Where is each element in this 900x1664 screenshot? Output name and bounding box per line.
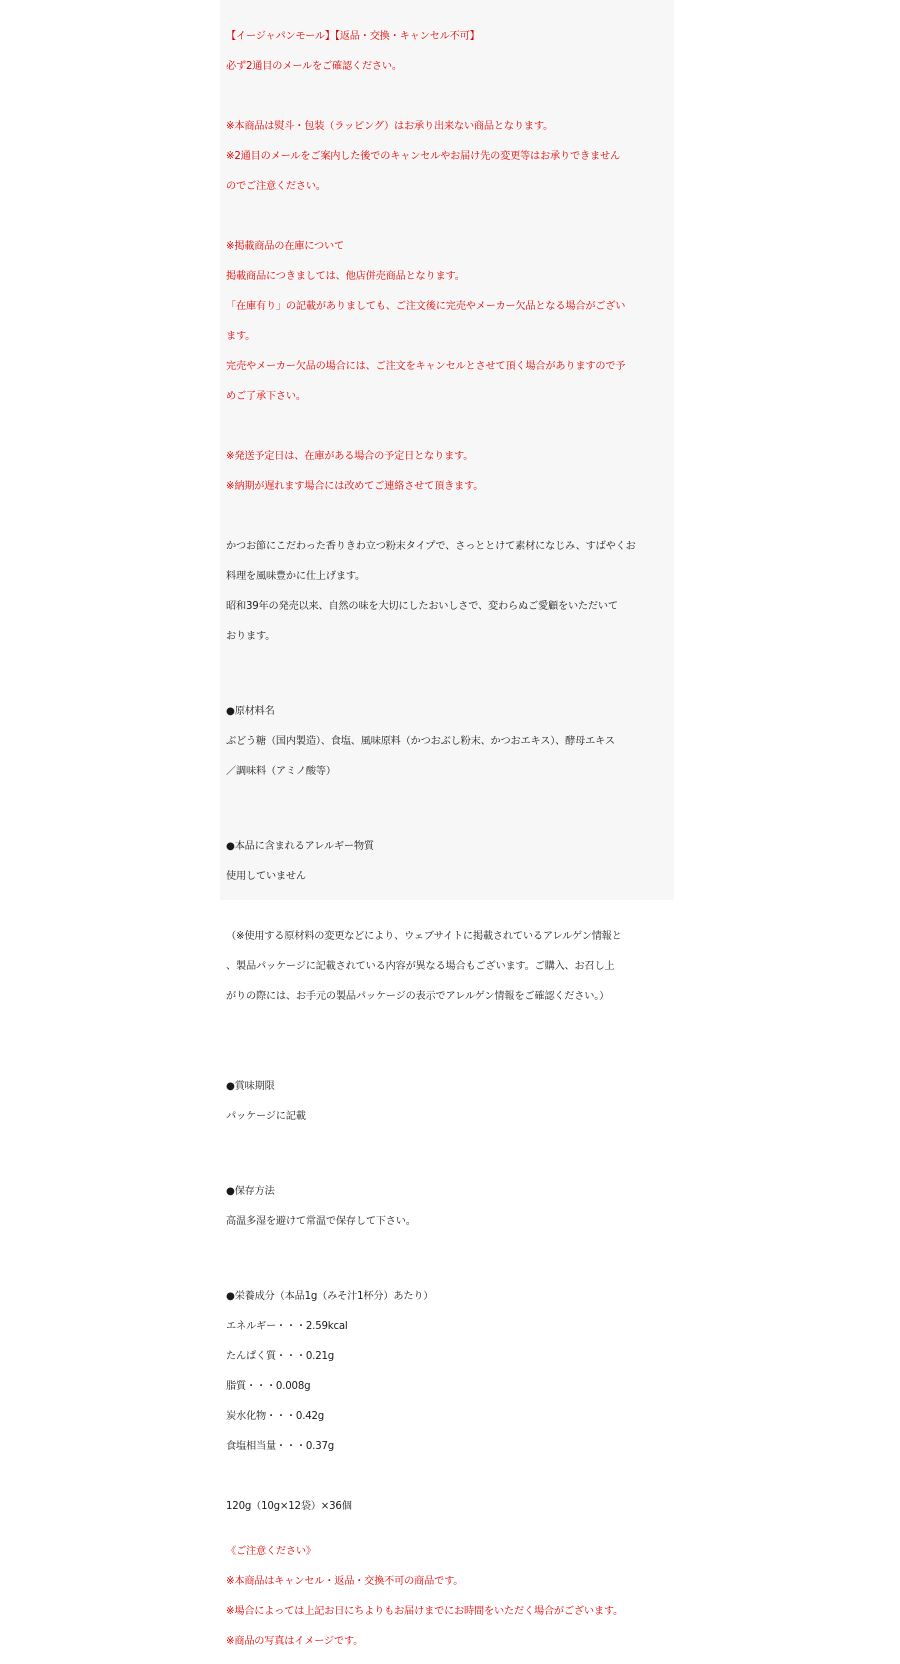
allergy-note: [226, 914, 670, 1019]
description-line: かつお節にこだわった香りきわ立つ粉末タイプで、さっととけて素材になじみ、すばやくお: [226, 541, 636, 552]
notice-line: 【イージャパンモール】【返品・交換・キャンセル不可】: [226, 31, 480, 42]
allergy-note-line: （※使用する原材料の変更などにより、ウェブサイトに掲載されているアレルゲン情報と: [226, 931, 622, 942]
description-line: 料理を風味豊かに仕上げます。: [226, 571, 366, 582]
notice-line: ※納期が遅れます場合には改めてご連絡させて頂きます。: [226, 481, 484, 492]
nutrition-section: [226, 1274, 670, 1469]
description-line: 昭和39年の発売以来、自然の味を大切にしたおいしさで、変わらぬご愛顧をいただいて: [226, 601, 618, 612]
storage-value: 高温多湿を避けて常温で保存して下さい。: [226, 1216, 416, 1227]
notice-line: ※掲載商品の在庫について: [226, 241, 344, 252]
allergy-note-line: がりの際には、お手元の製品パッケージの表示でアレルゲン情報をご確認ください。）: [226, 991, 610, 1002]
allergy-note-line: 、製品パッケージに記載されている内容が異なる場合もございます。ご購入、お召し上: [226, 961, 615, 972]
best-before-value: パッケージに記載: [226, 1111, 306, 1122]
best-before-section: [226, 1064, 670, 1139]
notice-header: [226, 14, 670, 89]
ingredients-section: [226, 689, 670, 794]
allergy-value: 使用していません: [226, 871, 306, 882]
notice-line: のでご注意ください。: [226, 181, 326, 192]
best-before-heading: ●賞味期限: [226, 1081, 275, 1092]
storage-section: [226, 1169, 670, 1244]
caution-section: [226, 1529, 670, 1664]
caution-line: ※商品の写真はイメージです。: [226, 1636, 364, 1647]
notice-line: めご了承下さい。: [226, 391, 306, 402]
product-description: [226, 524, 670, 659]
ingredients-heading: ●原材料名: [226, 706, 275, 717]
notice-line: 掲載商品につきましては、他店併売商品となります。: [226, 271, 465, 282]
notice-line: 完売やメーカー欠品の場合には、ご注文をキャンセルとさせて頂く場合がありますので予: [226, 361, 626, 372]
ingredients-line: ／調味料（アミノ酸等）: [226, 766, 336, 777]
nutrition-line: 脂質・・・0.008g: [226, 1381, 311, 1392]
product-description-panel: [220, 0, 674, 1647]
allergy-heading: ●本品に含まれるアレルギー物質: [226, 841, 374, 852]
description-line: おります。: [226, 631, 276, 642]
nutrition-line: 炭水化物・・・0.42g: [226, 1411, 325, 1422]
notice-line: ※本商品は熨斗・包装（ラッピング）はお承り出来ない商品となります。: [226, 121, 554, 132]
notice-line: 「在庫有り」の記載がありましても、ご注文後に完売やメーカー欠品となる場合がござい: [226, 301, 626, 312]
caution-line: 《ご注意ください》: [226, 1546, 316, 1557]
notice-line: ます。: [226, 331, 256, 342]
shipping-notice: [226, 434, 670, 509]
notice-line: ※2通目のメールをご案内した後でのキャンセルやお届け先の変更等はお承りできません: [226, 151, 620, 162]
nutrition-line: たんぱく質・・・0.21g: [226, 1351, 335, 1362]
stock-notice: [226, 224, 670, 419]
allergy-section: [226, 824, 670, 899]
nutrition-heading: ●栄養成分（本品1g（みそ汁1杯分）あたり）: [226, 1291, 434, 1302]
notice-line: 必ず2通目のメールをご確認ください。: [226, 61, 402, 72]
nutrition-line: エネルギー・・・2.59kcal: [226, 1321, 348, 1332]
description-content: [226, 14, 670, 1664]
caution-line: ※本商品はキャンセル・返品・交換不可の商品です。: [226, 1576, 464, 1587]
storage-heading: ●保存方法: [226, 1186, 275, 1197]
package-spec: 120g（10g×12袋）×36個: [226, 1501, 352, 1512]
ingredients-line: ぶどう糖（国内製造）、食塩、風味原料（かつおぶし粉末、かつおエキス）、酵母エキス: [226, 736, 615, 747]
wrapping-notice: [226, 104, 670, 209]
notice-line: ※発送予定日は、在庫がある場合の予定日となります。: [226, 451, 474, 462]
nutrition-line: 食塩相当量・・・0.37g: [226, 1441, 335, 1452]
caution-line: ※場合によっては上記お日にちよりもお届けまでにお時間をいただく場合がございます。: [226, 1606, 624, 1617]
